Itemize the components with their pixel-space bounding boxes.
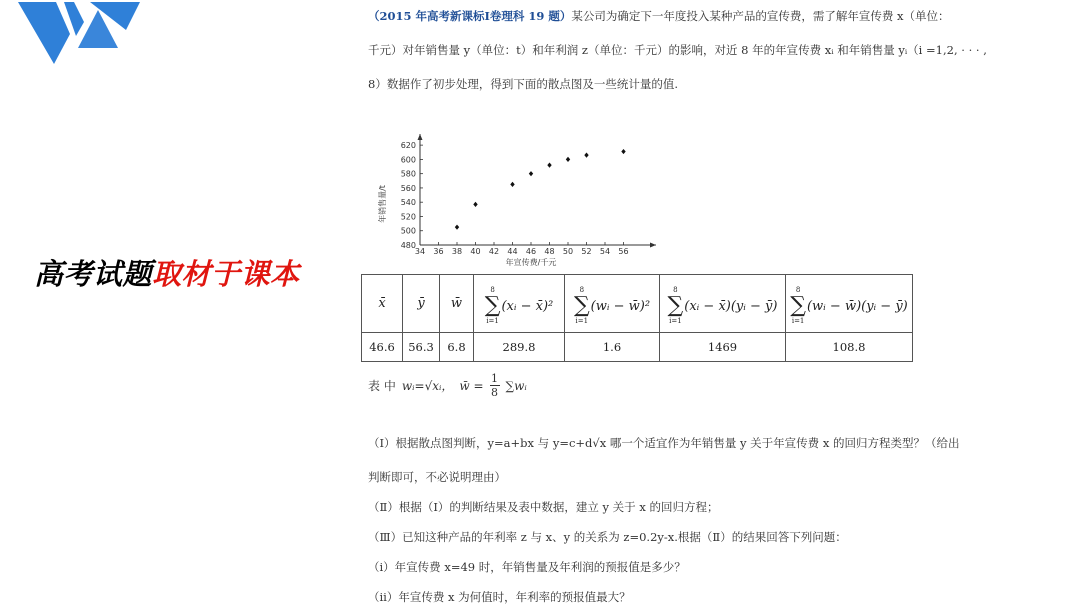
side-title-part2: 取材于课本 xyxy=(152,257,300,291)
table-cell: 1469 xyxy=(660,333,786,362)
table-cell: 56.3 xyxy=(403,333,440,362)
question-1-line-2: 判断即可，不必说明理由） xyxy=(368,470,506,484)
table-cell: 289.8 xyxy=(474,333,565,362)
table-cell: 108.8 xyxy=(786,333,913,362)
sum-upper-limit: 8 xyxy=(795,286,801,294)
problem-source: （2015 年高考新课标Ⅰ卷理科 19 题） xyxy=(368,9,572,23)
question-3: （Ⅲ）已知这种产品的年利率 z 与 x、y 的关系为 z=0.2y-x.根据（Ⅱ）的结果回答下列问题： xyxy=(368,530,847,544)
table-cell: 6.8 xyxy=(440,333,474,362)
sum-upper-limit: 8 xyxy=(673,286,678,294)
sum-term: (xᵢ − x̄)² xyxy=(501,298,554,314)
x-tick-label: 48 xyxy=(544,247,555,256)
sum-term: (xᵢ − x̄)(yᵢ − ȳ) xyxy=(684,298,778,314)
problem-line-1 xyxy=(368,9,950,23)
sum-lower-limit: i=1 xyxy=(486,317,499,325)
x-tick-label: 36 xyxy=(433,247,444,256)
table-header-cell xyxy=(660,275,786,333)
x-tick-label: 52 xyxy=(581,247,592,256)
side-title-part1: 高考试题 xyxy=(34,257,153,291)
data-point xyxy=(510,182,514,187)
note-fraction xyxy=(490,372,500,399)
scatter-chart xyxy=(370,132,670,270)
x-tick-label: 40 xyxy=(470,247,481,256)
table-header-cell: ȳ xyxy=(403,275,440,333)
x-tick-label: 42 xyxy=(488,247,500,256)
note-def-w: wᵢ=√xᵢ， xyxy=(401,379,454,393)
sigma-icon: ∑ xyxy=(667,293,684,318)
y-tick-label: 620 xyxy=(400,141,416,151)
chart-points xyxy=(455,149,626,230)
sum-expression xyxy=(790,286,908,326)
y-tick-label: 520 xyxy=(400,212,416,222)
sum-expression xyxy=(574,286,650,326)
sum-lower-limit: i=1 xyxy=(669,317,682,325)
question-2: （Ⅱ）根据（Ⅰ）的判断结果及表中数据，建立 y 关于 x 的回归方程； xyxy=(368,500,719,514)
table-header-cell: x̄ xyxy=(362,275,403,333)
sum-upper-limit: 8 xyxy=(579,286,585,294)
sum-symbol xyxy=(574,286,590,326)
y-tick-label: 580 xyxy=(400,169,416,179)
x-tick-label: 54 xyxy=(599,247,611,256)
problem-text-1: 某公司为确定下一年度投入某种产品的宣传费，需了解年宣传费 x（单位： xyxy=(571,9,950,23)
data-point xyxy=(584,153,588,158)
table-cell: 1.6 xyxy=(565,333,660,362)
chart-x-label: 年宣传费/千元 xyxy=(505,258,557,267)
problem-line-2: 千元）对年销售量 y（单位：t）和年利润 z（单位：千元）的影响，对近 8 年的年宣传费 xᵢ 和年销售量 yᵢ（i =1,2, · · · , xyxy=(368,43,987,57)
sigma-icon: ∑ xyxy=(573,293,590,318)
sum-expression xyxy=(668,286,778,326)
note-sum: ∑wᵢ xyxy=(505,378,527,393)
y-tick-label: 560 xyxy=(400,183,416,193)
chart-ticks xyxy=(401,141,629,256)
table-header-cell xyxy=(565,275,660,333)
chart-axes xyxy=(418,134,657,248)
note-prefix: 表 中 xyxy=(368,379,396,393)
chart-y-label: 年销售量/t xyxy=(378,185,387,223)
table-header-cell: w̄ xyxy=(440,275,474,333)
x-tick-label: 34 xyxy=(414,247,426,256)
sum-term: (wᵢ − w̄)(yᵢ − ȳ) xyxy=(806,298,908,314)
table-cell: 46.6 xyxy=(362,333,403,362)
note-fraction-num: 1 xyxy=(491,372,499,385)
sum-term: (wᵢ − w̄)² xyxy=(590,298,651,314)
sum-symbol xyxy=(485,286,501,326)
stats-table xyxy=(361,274,913,362)
x-tick-label: 50 xyxy=(562,247,574,256)
data-point xyxy=(566,157,570,162)
note-def-wbar-lhs: w̄ = xyxy=(459,378,484,393)
question-1-line-1: （Ⅰ）根据散点图判断，y=a+bx 与 y=c+d√x 哪一个适宜作为年销售量 y 关于年宣传费 x 的回归方程类型？（给出 xyxy=(368,436,960,450)
side-title xyxy=(34,252,300,293)
y-tick-label: 600 xyxy=(400,155,416,165)
x-tick-label: 38 xyxy=(451,247,463,256)
y-axis-arrow-icon xyxy=(418,134,423,140)
y-tick-label: 480 xyxy=(400,241,416,250)
sum-expression xyxy=(485,286,554,326)
sum-upper-limit: 8 xyxy=(490,286,495,294)
x-axis-arrow-icon xyxy=(650,243,656,248)
x-tick-label: 56 xyxy=(618,247,629,256)
data-point xyxy=(455,225,459,230)
question-3-ii: （ⅱ）年宣传费 x 为何值时，年利率的预报值最大？ xyxy=(368,590,631,604)
x-tick-label: 46 xyxy=(525,247,537,256)
x-tick-label: 44 xyxy=(507,247,518,256)
question-3-i: （ⅰ）年宣传费 x=49 时，年销售量及年利润的预报值是多少？ xyxy=(368,560,686,574)
data-point xyxy=(547,163,551,168)
note-fraction-den: 8 xyxy=(491,386,499,399)
table-note xyxy=(368,372,527,399)
sum-symbol xyxy=(790,286,806,326)
table-header-cell xyxy=(474,275,565,333)
sum-symbol xyxy=(668,286,684,326)
data-point xyxy=(529,171,533,176)
table-header-row xyxy=(362,275,913,333)
problem-line-3: 8）数据作了初步处理，得到下面的散点图及一些统计量的值. xyxy=(368,77,678,91)
y-tick-label: 540 xyxy=(400,198,416,208)
sum-lower-limit: i=1 xyxy=(791,317,805,325)
table-row xyxy=(362,333,913,362)
y-tick-label: 500 xyxy=(400,226,416,236)
sum-lower-limit: i=1 xyxy=(575,317,589,325)
logo-icon xyxy=(18,0,142,66)
data-point xyxy=(621,149,625,154)
data-point xyxy=(473,202,477,207)
sigma-icon: ∑ xyxy=(484,293,501,318)
sigma-icon: ∑ xyxy=(790,293,806,318)
table-header-cell xyxy=(786,275,913,333)
